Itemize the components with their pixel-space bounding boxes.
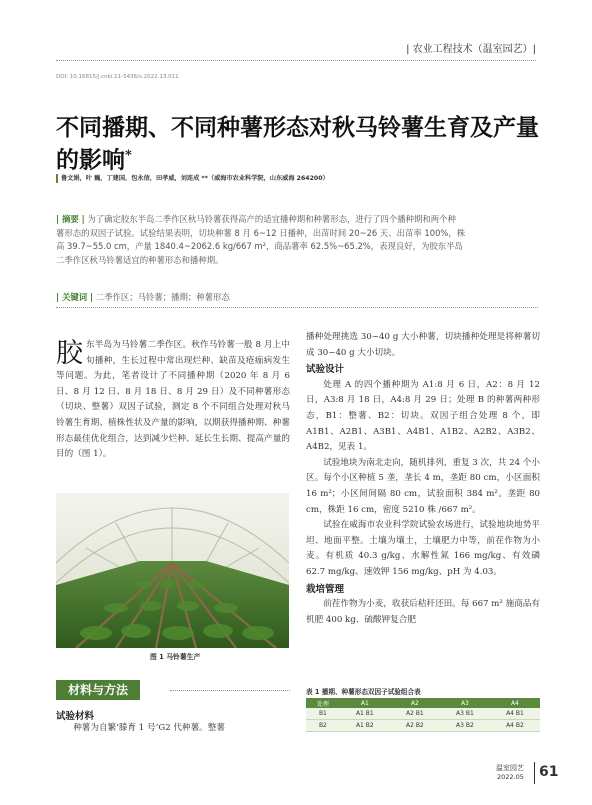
potato-greenhouse-photo — [56, 493, 289, 648]
table-cell: A4 B1 — [490, 708, 540, 720]
keywords-label: | 关键词 | — [56, 292, 94, 302]
design-paragraph-1: 处理 A 的四个播种期为 A1:8 月 6 日，A2：8 月 12 日，A3:8 月 18 日，A4:8 月 29 日；处理 B 的种薯两种形态，B1：整薯、B2：切块。双因子组合处理 8 个，即 A1B1、A2B1、A3B1、A4B1、A1B2、A2B2、A3B2、A4B2，见表 1。 — [306, 379, 540, 453]
authors-text: 鲁文娟，叶 巍，丁建国，包永信，田孝威，刘连成 **（威海市农业科学院，山东威海 264200） — [61, 175, 329, 182]
intro-paragraph — [56, 338, 290, 463]
subheading-management: 栽培管理 — [306, 583, 345, 595]
article-title — [56, 114, 546, 175]
dropcap: 胶 — [56, 338, 83, 369]
table-header-row — [306, 698, 540, 708]
abstract — [56, 213, 540, 267]
title-footnote-mark: * — [125, 148, 132, 163]
keywords — [56, 291, 230, 303]
management-paragraph: 前茬作物为小麦，收获后秸秆还田。每 667 m² 施商品有机肥 400 kg、硫酸钾复合肥 — [306, 599, 540, 625]
right-column-text — [306, 330, 540, 628]
table-caption: 表 1 播期、种薯形态双因子试验组合表 — [306, 688, 421, 696]
intro-text: 东半岛为马铃薯二季作区。秋作马铃薯一般 8 月上中旬播种，生长过程中常出现烂种、缺苗及疮痂病发生等问题。为此，笔者设计了不同播种期（2020 年 8 月 6 日、8 月 12 日、8 月 18 日、8 月 29 日）及不同种薯形态（切块、整薯）双因子试验，测定 8 个不同组合处理对秋马铃薯生育期、植株性状及产量的影响，以期获得播种期、种薯形态最佳优化组合，达到减少烂种、延长生长期、提高产量的目的（图 1）。 — [56, 340, 290, 460]
table-header-cell: A3 — [440, 698, 490, 708]
figure-potato-field — [56, 493, 289, 648]
design-paragraph-3: 试验在威海市农业科学院试验农场进行，试验地块地势平坦、地面平整。土壤为壤土，土壤肥力中等，前茬作物为小麦。有机质 40.3 g/kg、水解性氮 166 mg/kg、有效磷 62.7 mg/kg、速效钾 156 mg/kg、pH 为 4.03。 — [306, 520, 540, 577]
table-header-cell: A1 — [340, 698, 390, 708]
table-cell: B1 — [306, 708, 340, 720]
doi: DOI: 10.16815/j.cnki.11-5436/s.2022.13.011 — [56, 74, 179, 80]
table-cell: A2 B2 — [390, 720, 440, 732]
combination-table — [306, 698, 540, 732]
table-cell: B2 — [306, 720, 340, 732]
header-divider — [56, 60, 536, 61]
figure-caption: 图 1 马铃薯生产 — [150, 653, 201, 661]
keywords-divider — [56, 307, 538, 308]
abstract-label: | 摘要 | — [56, 214, 85, 224]
abstract-line-3: 高 39.7~55.0 cm，产量 1840.4~2062.6 kg/667 m²，商品薯率 62.5%~65.2%，表现良好，为胶东半岛 — [56, 241, 463, 252]
abstract-line-2: 薯形态的双因子试验。试验结果表明，切块种薯 8 月 6~12 日播种，出苗时间 20~26 天、出苗率 100%，株 — [56, 227, 466, 238]
keywords-text: 二季作区；马铃薯；播期；种薯形态 — [95, 292, 230, 302]
table-header-cell: A2 — [390, 698, 440, 708]
table-header-cell: A4 — [490, 698, 540, 708]
table-row — [306, 720, 540, 732]
section-divider — [170, 690, 290, 691]
table-cell: A3 B2 — [440, 720, 490, 732]
table-cell: A3 B1 — [440, 708, 490, 720]
table-cell: A2 B1 — [390, 708, 440, 720]
abstract-line-1: | 摘要 | 为了确定胶东半岛二季作区秋马铃薯获得高产的适宜播种期和种薯形态，进行了四个播种期和两个种 — [56, 214, 456, 224]
table-cell: A1 B2 — [340, 720, 390, 732]
subheading-design: 试验设计 — [306, 364, 345, 376]
footer-divider — [534, 762, 535, 784]
subheading-materials: 试验材料 — [56, 711, 95, 722]
table-cell: A4 B2 — [490, 720, 540, 732]
footer-issue: 2022.05 — [497, 773, 524, 781]
footer-journal: 温室园艺 — [496, 764, 524, 772]
section-title-materials: 材料与方法 — [56, 680, 140, 700]
article-title-text: 不同播期、不同种薯形态对秋马铃薯生育及产量的影响 — [56, 114, 539, 174]
page-number: 61 — [539, 764, 559, 780]
design-paragraph-2: 试验地块为南北走向，随机排列，重复 3 次，共 24 个小区。每个小区种植 5 垄，垄长 4 m，垄距 80 cm，小区面积 16 m²；小区间间隔 80 cm，试验面积 384 m²。垄距 80 cm，株距 16 cm，密度 5210 株 /667 m²。 — [306, 457, 540, 515]
column-title: | 农业工程技术（温室园艺）| — [406, 44, 536, 55]
abstract-line-4: 二季作区秋马铃薯适宜的种薯形态和播种期。 — [56, 254, 224, 265]
table-row — [306, 708, 540, 720]
authors-marker — [56, 174, 58, 183]
table-cell: A1 B1 — [340, 708, 390, 720]
materials-paragraph: 种薯为自繁‘滕育 1 号’G2 代种薯。整薯 — [73, 723, 225, 733]
continued-paragraph: 播种处理挑选 30~40 g 大小种薯，切块播种处理是将种薯切成 30~40 g 大小切块。 — [306, 332, 540, 358]
table-header-cell: 处理 — [306, 698, 340, 708]
authors — [56, 173, 329, 183]
